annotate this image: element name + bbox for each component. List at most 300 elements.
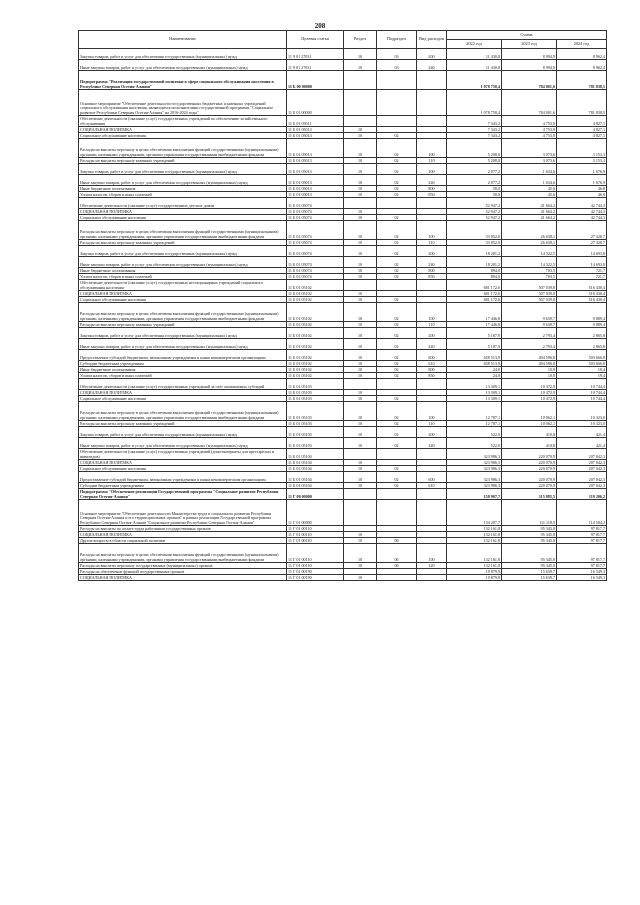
- table-row: [79, 303, 607, 322]
- row-value-2023: 10,9: [502, 367, 557, 373]
- row-name: Расходы на выплаты персоналу в целях обеспечения выполнения функций государственными (муниципальными) органами, казенными учреждениями, органами управления государственными внебюджетными фондами: [79, 544, 287, 563]
- row-value-2022: 52 947,2: [447, 198, 502, 209]
- row-name: Социальное обслуживание населения: [79, 215, 287, 221]
- row-name: Обеспечение деятельности (оказание услуг) государственных детских домов: [79, 198, 287, 209]
- row-value-2023: 95 345,0: [502, 563, 557, 569]
- row-target: 11 Б 01 05103: [287, 402, 344, 421]
- row-name: Иные закупки товаров, работ и услуг для обеспечения государственных (муниципальных) нужд: [79, 257, 287, 268]
- table-row: [79, 500, 607, 526]
- row-value-2023: 111 118,5: [502, 500, 557, 526]
- row-target: 11 Г 01 00190: [287, 569, 344, 575]
- table-row: [79, 71, 607, 90]
- row-value-2022: 58,0: [447, 192, 502, 198]
- row-value-2023: 2 793,4: [502, 328, 557, 339]
- row-subsection: 02: [377, 328, 417, 339]
- table-row: [79, 246, 607, 257]
- row-value-2024: 19,4: [557, 367, 607, 373]
- row-value-2023: 4 753,9: [502, 127, 557, 133]
- row-section: [344, 71, 377, 90]
- row-value-2024: 14 693,8: [557, 246, 607, 257]
- row-section: 10: [344, 274, 377, 280]
- row-subsection: 02: [377, 438, 417, 449]
- row-value-2022: 17 446,8: [447, 303, 502, 322]
- row-name: СОЦИАЛЬНАЯ ПОЛИТИКА: [79, 209, 287, 215]
- row-subsection: 02: [377, 396, 417, 402]
- row-value-2024: 721,7: [557, 268, 607, 274]
- row-value-2022: 7 343,2: [447, 127, 502, 133]
- row-value-2024: 97 817,7: [557, 526, 607, 532]
- row-value-2024: 19,4: [557, 373, 607, 379]
- row-value-2022: 33 852,0: [447, 221, 502, 240]
- row-subsection: 03: [377, 49, 417, 60]
- row-target: 11 Б 00 00000: [287, 71, 344, 90]
- row-section: 10: [344, 221, 377, 240]
- row-subsection: [377, 379, 417, 390]
- row-section: 10: [344, 339, 377, 350]
- row-value-2022: 1 078 758,4: [447, 71, 502, 90]
- row-expense-type: 100: [417, 402, 447, 421]
- row-value-2022: 522,0: [447, 427, 502, 438]
- row-section: [344, 116, 377, 127]
- row-target: 11 Г 01 00190: [287, 575, 344, 581]
- row-name: Обеспечение деятельности (оказание услуг) государственных учреждений за счёт оказываемых субсидий: [79, 379, 287, 390]
- row-expense-type: [417, 198, 447, 209]
- row-subsection: 02: [377, 373, 417, 379]
- row-value-2023: 220 070,9: [502, 449, 557, 460]
- row-section: 10: [344, 466, 377, 472]
- row-value-2023: 41 664,2: [502, 198, 557, 209]
- row-value-2022: 11 430,8: [447, 49, 502, 60]
- row-target: 11 Г 01 00110: [287, 526, 344, 532]
- row-subsection: 02: [377, 240, 417, 246]
- row-section: 10: [344, 164, 377, 175]
- row-name: СОЦИАЛЬНАЯ ПОЛИТИКА: [79, 575, 287, 581]
- row-expense-type: 240: [417, 60, 447, 71]
- row-value-2024: 3 153,3: [557, 158, 607, 164]
- row-value-2023: 95 345,0: [502, 538, 557, 544]
- row-section: 10: [344, 544, 377, 563]
- table-row: [79, 116, 607, 127]
- row-value-2024: 207 042,3: [557, 466, 607, 472]
- row-value-2023: 26 638,1: [502, 221, 557, 240]
- row-target: 11 Б 01 05104: [287, 483, 344, 489]
- row-value-2024: 97 817,7: [557, 544, 607, 563]
- row-target: 11 Г 00 00000: [287, 489, 344, 500]
- row-target: 11 Б 01 05013: [287, 192, 344, 198]
- row-name: СОЦИАЛЬНАЯ ПОЛИТИКА: [79, 390, 287, 396]
- row-value-2024: 16 549,3: [557, 569, 607, 575]
- row-section: 10: [344, 563, 377, 569]
- row-name: Предоставление субсидий бюджетным, автономным учреждениям и иным некоммерческим организациям: [79, 350, 287, 361]
- row-value-2023: 8 994,9: [502, 49, 557, 60]
- row-target: 11 Г 01 00110: [287, 532, 344, 538]
- row-section: 10: [344, 297, 377, 303]
- row-value-2024: 42 744,3: [557, 198, 607, 209]
- row-section: 10: [344, 483, 377, 489]
- row-expense-type: 240: [417, 257, 447, 268]
- row-value-2024: 46,8: [557, 186, 607, 192]
- row-section: 10: [344, 396, 377, 402]
- table-row: [79, 350, 607, 361]
- row-target: 11 Б 01 05103: [287, 427, 344, 438]
- row-value-2024: 516 430,4: [557, 280, 607, 291]
- row-value-2022: 19 879,9: [447, 575, 502, 581]
- row-value-2022: 522,0: [447, 438, 502, 449]
- row-value-2022: 158 907,7: [447, 489, 502, 500]
- row-section: 10: [344, 328, 377, 339]
- row-value-2024: 27 328,7: [557, 221, 607, 240]
- row-value-2022: 5 187,9: [447, 328, 502, 339]
- row-name: Закупка товаров, работ и услуг для обеспечения государственных (муниципальных) нужд: [79, 246, 287, 257]
- row-target: 11 Б 01 05013: [287, 158, 344, 164]
- row-expense-type: 240: [417, 339, 447, 350]
- row-name: СОЦИАЛЬНАЯ ПОЛИТИКА: [79, 460, 287, 466]
- table-row: [79, 175, 607, 186]
- row-subsection: [377, 116, 417, 127]
- row-value-2022: 13 309,1: [447, 396, 502, 402]
- row-section: 10: [344, 390, 377, 396]
- row-value-2023: 14 322,5: [502, 257, 557, 268]
- row-value-2024: 1 676,9: [557, 175, 607, 186]
- row-name: Расходы на выплаты персоналу в целях обеспечения выполнения функций государственными (муниципальными) органами, казенными учреждениями, органами управления государственными внебюджетными фондами: [79, 402, 287, 421]
- row-section: [344, 379, 377, 390]
- row-expense-type: 200: [417, 246, 447, 257]
- row-name: Уплата налогов, сборов и иных платежей: [79, 192, 287, 198]
- row-value-2024: 2 865,8: [557, 339, 607, 350]
- page-number: 208: [314, 22, 326, 30]
- row-expense-type: [417, 500, 447, 526]
- row-value-2022: 323 986,3: [447, 483, 502, 489]
- row-target: 11 Б 01 05104: [287, 449, 344, 460]
- row-target: 11 Г 01 00110: [287, 538, 344, 544]
- row-value-2023: 507 039,8: [502, 280, 557, 291]
- row-target: 11 Б 01 05074: [287, 246, 344, 257]
- row-value-2023: 10 062,1: [502, 421, 557, 427]
- row-value-2024: 2 865,8: [557, 328, 607, 339]
- row-value-2023: 784 001,6: [502, 71, 557, 90]
- row-section: 10: [344, 575, 377, 581]
- row-target: 11 Б 01 05013: [287, 127, 344, 133]
- row-value-2022: 323 986,3: [447, 460, 502, 466]
- row-value-2023: 494 596,8: [502, 350, 557, 361]
- row-name: Расходы на выплаты персоналу казенных учреждений: [79, 421, 287, 427]
- row-expense-type: 240: [417, 438, 447, 449]
- row-value-2022: 5 208,0: [447, 158, 502, 164]
- row-section: 10: [344, 303, 377, 322]
- row-expense-type: [417, 90, 447, 116]
- budget-table: [78, 30, 607, 581]
- row-target: 11 Б 01 05074: [287, 257, 344, 268]
- row-target: 11 9 01 27031: [287, 60, 344, 71]
- row-name: Расходы на выплаты персоналу казенных учреждений: [79, 322, 287, 328]
- row-value-2022: 681 172,6: [447, 280, 502, 291]
- row-target: 11 Б 01 05013: [287, 175, 344, 186]
- row-subsection: 02: [377, 421, 417, 427]
- row-target: 11 Б 01 05103: [287, 438, 344, 449]
- row-value-2024: 207 042,3: [557, 460, 607, 466]
- row-subsection: 02: [377, 139, 417, 158]
- row-value-2024: 9 889,4: [557, 322, 607, 328]
- row-name: Иные закупки товаров, работ и услуг для обеспечения государственных (муниципальных) нужд: [79, 175, 287, 186]
- row-expense-type: 610: [417, 483, 447, 489]
- row-value-2022: 11 430,8: [447, 60, 502, 71]
- row-value-2022: 132 161,8: [447, 532, 502, 538]
- row-target: 11 Б 01 05074: [287, 215, 344, 221]
- row-section: 10: [344, 402, 377, 421]
- row-value-2022: 33 852,0: [447, 240, 502, 246]
- table-row: [79, 198, 607, 209]
- table-row: [79, 472, 607, 483]
- row-value-2024: 97 817,7: [557, 538, 607, 544]
- row-value-2023: 41 664,2: [502, 215, 557, 221]
- row-value-2023: 26 638,1: [502, 240, 557, 246]
- row-target: 11 Г 01 00110: [287, 563, 344, 569]
- row-section: [344, 449, 377, 460]
- row-value-2022: 1 078 758,4: [447, 90, 502, 116]
- table-body: [79, 49, 607, 581]
- row-section: 10: [344, 257, 377, 268]
- header-target: Целевая статья: [287, 31, 344, 49]
- row-value-2022: 18 201,2: [447, 246, 502, 257]
- row-subsection: 02: [377, 133, 417, 139]
- row-subsection: [377, 489, 417, 500]
- row-value-2024: 207 042,3: [557, 449, 607, 460]
- row-expense-type: [417, 116, 447, 127]
- table-row: [79, 139, 607, 158]
- row-name: Предоставление субсидий бюджетным, автономным учреждениям и иным некоммерческим организациям: [79, 472, 287, 483]
- row-value-2023: 410,8: [502, 438, 557, 449]
- row-value-2023: 95 345,0: [502, 532, 557, 538]
- table-row: [79, 438, 607, 449]
- row-value-2022: 132 161,8: [447, 563, 502, 569]
- row-expense-type: 110: [417, 421, 447, 427]
- table-row: [79, 339, 607, 350]
- row-subsection: 02: [377, 175, 417, 186]
- row-value-2022: 13 309,1: [447, 379, 502, 390]
- row-value-2022: 58,0: [447, 186, 502, 192]
- table-row: [79, 379, 607, 390]
- row-value-2023: 220 070,9: [502, 483, 557, 489]
- row-value-2024: 114 504,2: [557, 500, 607, 526]
- row-section: 10: [344, 472, 377, 483]
- row-target: 11 Г 01 00000: [287, 500, 344, 526]
- header-subsection: Подраздел: [377, 31, 417, 49]
- row-value-2024: 4 827,1: [557, 116, 607, 127]
- row-target: 11 Б 01 05104: [287, 460, 344, 466]
- row-value-2023: 494 596,8: [502, 361, 557, 367]
- row-target: 11 Б 01 05103: [287, 379, 344, 390]
- row-subsection: [377, 280, 417, 291]
- row-target: 11 Б 01 00000: [287, 90, 344, 116]
- row-value-2022: 894,0: [447, 274, 502, 280]
- table-header: [79, 31, 607, 49]
- row-value-2022: 52 947,2: [447, 209, 502, 215]
- row-value-2022: 132 161,8: [447, 538, 502, 544]
- row-subsection: 02: [377, 483, 417, 489]
- row-section: 10: [344, 127, 377, 133]
- header-year-2023: 2023 год: [502, 40, 557, 49]
- row-subsection: 02: [377, 303, 417, 322]
- row-value-2023: 1 634,6: [502, 175, 557, 186]
- row-value-2022: 12 787,1: [447, 421, 502, 427]
- row-value-2023: 9 639,7: [502, 303, 557, 322]
- row-target: 11 Б 01 05102: [287, 280, 344, 291]
- row-name: Уплата налогов, сборов и иных платежей: [79, 274, 287, 280]
- row-section: 10: [344, 460, 377, 466]
- row-expense-type: 800: [417, 367, 447, 373]
- row-target: 11 Б 01 05102: [287, 339, 344, 350]
- table-row: [79, 427, 607, 438]
- row-subsection: 02: [377, 221, 417, 240]
- row-section: 10: [344, 350, 377, 361]
- row-value-2022: 323 986,3: [447, 449, 502, 460]
- row-value-2023: 10 472,9: [502, 379, 557, 390]
- table-row: [79, 402, 607, 421]
- row-name: Социальное обслуживание населения: [79, 297, 287, 303]
- row-value-2023: 703,5: [502, 268, 557, 274]
- row-value-2023: 2 793,4: [502, 339, 557, 350]
- row-subsection: 02: [377, 350, 417, 361]
- row-value-2024: 10 323,0: [557, 402, 607, 421]
- row-target: 11 Б 01 05074: [287, 240, 344, 246]
- row-subsection: 03: [377, 60, 417, 71]
- row-value-2022: 52 947,2: [447, 215, 502, 221]
- row-name: Иные бюджетные ассигнования: [79, 268, 287, 274]
- row-section: 10: [344, 246, 377, 257]
- row-expense-type: 800: [417, 186, 447, 192]
- row-value-2023: 220 070,9: [502, 466, 557, 472]
- row-expense-type: 600: [417, 350, 447, 361]
- row-subsection: 02: [377, 268, 417, 274]
- header-section: Раздел: [344, 31, 377, 49]
- row-target: 11 Б 01 05102: [287, 291, 344, 297]
- row-value-2022: 18 201,2: [447, 257, 502, 268]
- row-name: Расходы на выплаты персоналу государственных (муниципальных) органов: [79, 563, 287, 569]
- row-value-2023: 9 639,7: [502, 322, 557, 328]
- row-subsection: 02: [377, 192, 417, 198]
- row-value-2022: 658 513,9: [447, 361, 502, 367]
- row-value-2024: 16 549,3: [557, 575, 607, 581]
- row-name: Иные закупки товаров, работ и услуг для обеспечения государственных (муниципальных) нужд: [79, 438, 287, 449]
- row-value-2023: 220 070,9: [502, 460, 557, 466]
- row-expense-type: 120: [417, 563, 447, 569]
- row-target: 11 Б 01 05013: [287, 133, 344, 139]
- row-expense-type: 850: [417, 274, 447, 280]
- row-section: 10: [344, 175, 377, 186]
- row-name: Расходы на выплаты персоналу в целях обеспечения выполнения функций государственными (муниципальными) органами, казенными учреждениями, органами управления государственными внебюджетными фондами: [79, 139, 287, 158]
- row-value-2024: 503 666,8: [557, 361, 607, 367]
- row-value-2024: 10 744,4: [557, 396, 607, 402]
- row-value-2023: 784 001,6: [502, 90, 557, 116]
- row-value-2024: 1 676,9: [557, 164, 607, 175]
- row-value-2023: 15 639,7: [502, 575, 557, 581]
- row-value-2023: 220 070,9: [502, 472, 557, 483]
- row-section: 10: [344, 49, 377, 60]
- row-section: 10: [344, 532, 377, 538]
- row-section: 10: [344, 361, 377, 367]
- row-name: Иные закупки товаров, работ и услуг для обеспечения государственных (муниципальных) нужд: [79, 339, 287, 350]
- row-subsection: [377, 90, 417, 116]
- table-row: [79, 544, 607, 563]
- row-value-2024: 3 153,3: [557, 139, 607, 158]
- row-expense-type: [417, 449, 447, 460]
- row-value-2024: 781 838,5: [557, 71, 607, 90]
- row-value-2022: 132 161,8: [447, 544, 502, 563]
- row-target: 11 Б 01 05013: [287, 186, 344, 192]
- row-subsection: 06: [377, 538, 417, 544]
- row-value-2022: 7 343,2: [447, 116, 502, 127]
- row-name: Иные бюджетные ассигнования: [79, 186, 287, 192]
- row-value-2024: 97 817,7: [557, 563, 607, 569]
- row-target: 11 Б 01 05074: [287, 209, 344, 215]
- row-value-2023: 45,6: [502, 186, 557, 192]
- row-subsection: [377, 500, 417, 526]
- row-section: 10: [344, 186, 377, 192]
- row-value-2023: 1 634,6: [502, 164, 557, 175]
- row-value-2024: 8 962,4: [557, 60, 607, 71]
- row-subsection: 02: [377, 246, 417, 257]
- row-value-2024: 516 430,4: [557, 291, 607, 297]
- row-name: Закупка товаров, работ и услуг для обеспечения государственных (муниципальных) нужд: [79, 328, 287, 339]
- row-section: 10: [344, 192, 377, 198]
- row-subsection: 02: [377, 215, 417, 221]
- row-value-2022: 5 187,9: [447, 339, 502, 350]
- row-value-2023: 3 073,6: [502, 139, 557, 158]
- row-subsection: 02: [377, 402, 417, 421]
- row-name: Другие вопросы в области социальной политики: [79, 538, 287, 544]
- row-value-2022: 2 077,2: [447, 164, 502, 175]
- row-value-2022: 19 879,9: [447, 569, 502, 575]
- row-value-2024: 46,8: [557, 192, 607, 198]
- row-section: 10: [344, 427, 377, 438]
- row-name: Основное мероприятие "Обеспечение деятельности Министерства труда и социального развития Республики Северная Осетия-Алания и его территориальных органов" в рамках реализации Государственной программы Республики Северная Осетия-Алания "Социальное развитие Республики Северная Осетия-Алания": [79, 500, 287, 526]
- row-name: Закупка товаров, работ и услуг для обеспечения государственных (муниципальных) нужд: [79, 427, 287, 438]
- row-expense-type: 110: [417, 322, 447, 328]
- row-section: 10: [344, 158, 377, 164]
- row-target: 11 Б 01 05102: [287, 303, 344, 322]
- table-row: [79, 257, 607, 268]
- row-name: Расходы на обеспечение функций государственных органов: [79, 569, 287, 575]
- row-subsection: 02: [377, 367, 417, 373]
- row-expense-type: [417, 280, 447, 291]
- row-section: 10: [344, 215, 377, 221]
- row-section: 10: [344, 60, 377, 71]
- row-subsection: 02: [377, 339, 417, 350]
- row-subsection: 02: [377, 164, 417, 175]
- row-value-2024: 207 042,3: [557, 483, 607, 489]
- row-section: [344, 90, 377, 116]
- row-subsection: 02: [377, 466, 417, 472]
- row-name: Основное мероприятие "Обеспечение деятельности государственных бюджетных и казенных учреждений социального обслуживания населения, являющихся исполнителями государственной программы "Социальное развитие Республики Северная Осетия-Алания" на 2016-2024 годы": [79, 90, 287, 116]
- row-expense-type: 100: [417, 544, 447, 563]
- row-subsection: 02: [377, 322, 417, 328]
- row-name: Обеспечение деятельности (оказание услуг) государственных нестационарных учреждений социального обслуживания населения: [79, 280, 287, 291]
- table-row: [79, 221, 607, 240]
- row-target: 11 Б 01 05102: [287, 361, 344, 367]
- row-name: Социальное обслуживание населения: [79, 133, 287, 139]
- table-row: [79, 280, 607, 291]
- row-value-2023: 10,9: [502, 373, 557, 379]
- row-value-2023: 115 885,5: [502, 489, 557, 500]
- row-expense-type: [417, 575, 447, 581]
- row-target: 11 Б 01 05102: [287, 328, 344, 339]
- row-value-2024: 4 827,1: [557, 133, 607, 139]
- row-value-2023: 10 062,1: [502, 402, 557, 421]
- row-expense-type: 850: [417, 373, 447, 379]
- row-value-2024: 421,4: [557, 438, 607, 449]
- table-row: [79, 575, 607, 581]
- row-name: Иные закупки товаров, работ и услуг для обеспечения государственных (муниципальных) нужд: [79, 60, 287, 71]
